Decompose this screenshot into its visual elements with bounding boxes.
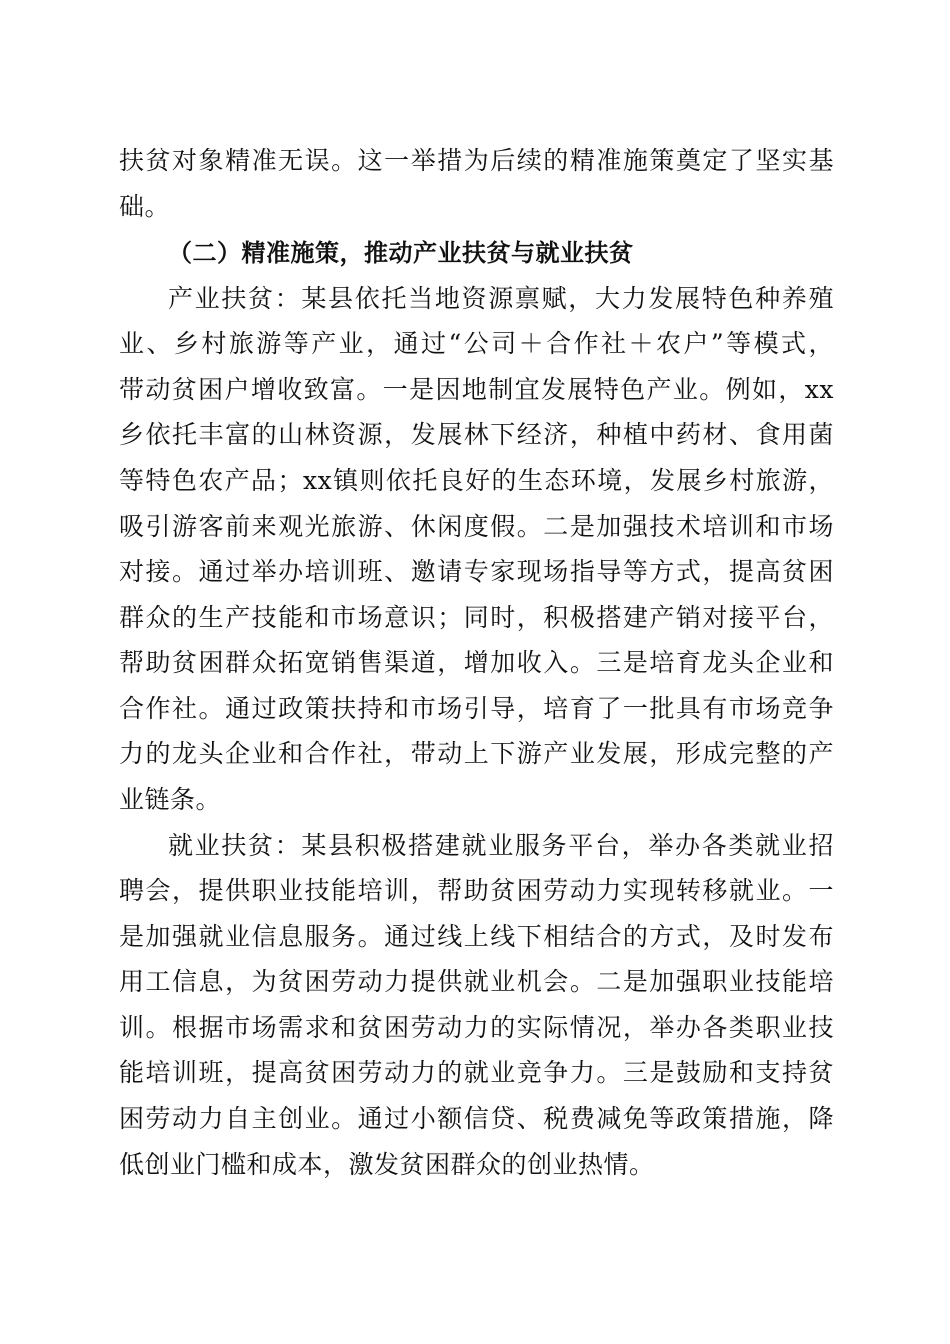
paragraph-2-line-7: 对接。通过举办培训班、邀请专家现场指导等方式，提高贫困: [119, 557, 834, 586]
paragraph-3-line-1: 就业扶贫：某县积极搭建就业服务平台，举办各类就业招: [168, 831, 834, 860]
paragraph-2-line-8: 群众的生产技能和市场意识；同时，积极搭建产销对接平台，: [119, 603, 834, 632]
section-heading: （二）精准施策，推动产业扶贫与就业扶贫: [168, 239, 634, 267]
paragraph-1-line-1: 扶贫对象精准无误。这一举措为后续的精准施策奠定了坚实基: [119, 146, 834, 175]
paragraph-2-line-3: 带动贫困户增收致富。一是因地制宜发展特色产业。例如，xx: [119, 375, 834, 404]
paragraph-2-line-5: 等特色农产品；xx镇则依托良好的生态环境，发展乡村旅游，: [119, 466, 834, 495]
paragraph-3-line-2: 聘会，提供职业技能培训，帮助贫困劳动力实现转移就业。一: [119, 876, 834, 905]
paragraph-2-line-10: 合作社。通过政策扶持和市场引导，培育了一批具有市场竞争: [119, 694, 834, 723]
paragraph-3-line-5: 训。根据市场需求和贫困劳动力的实际情况，举办各类职业技: [119, 1013, 834, 1042]
paragraph-3-line-8: 低创业门槛和成本，激发贫困群众的创业热情。: [119, 1150, 655, 1179]
paragraph-3-line-6: 能培训班，提高贫困劳动力的就业竞争力。三是鼓励和支持贫: [119, 1058, 834, 1087]
paragraph-2-line-12: 业链条。: [119, 785, 222, 814]
paragraph-1-line-2: 础。: [119, 192, 171, 221]
paragraph-2-line-6: 吸引游客前来观光旅游、休闲度假。二是加强技术培训和市场: [119, 512, 834, 541]
paragraph-3-line-7: 困劳动力自主创业。通过小额信贷、税费减免等政策措施，降: [119, 1104, 834, 1133]
paragraph-3-line-4: 用工信息，为贫困劳动力提供就业机会。二是加强职业技能培: [119, 967, 834, 996]
paragraph-2-line-11: 力的龙头企业和合作社，带动上下游产业发展，形成完整的产: [119, 739, 834, 768]
paragraph-2-line-2: 业、乡村旅游等产业，通过“公司＋合作社＋农户”等模式，: [119, 329, 834, 358]
paragraph-2-line-9: 帮助贫困群众拓宽销售渠道，增加收入。三是培育龙头企业和: [119, 648, 834, 677]
paragraph-3-line-3: 是加强就业信息服务。通过线上线下相结合的方式，及时发布: [119, 922, 834, 951]
paragraph-2-line-1: 产业扶贫：某县依托当地资源禀赋，大力发展特色种养殖: [168, 284, 834, 313]
paragraph-2-line-4: 乡依托丰富的山林资源，发展林下经济，种植中药材、食用菌: [119, 420, 834, 449]
